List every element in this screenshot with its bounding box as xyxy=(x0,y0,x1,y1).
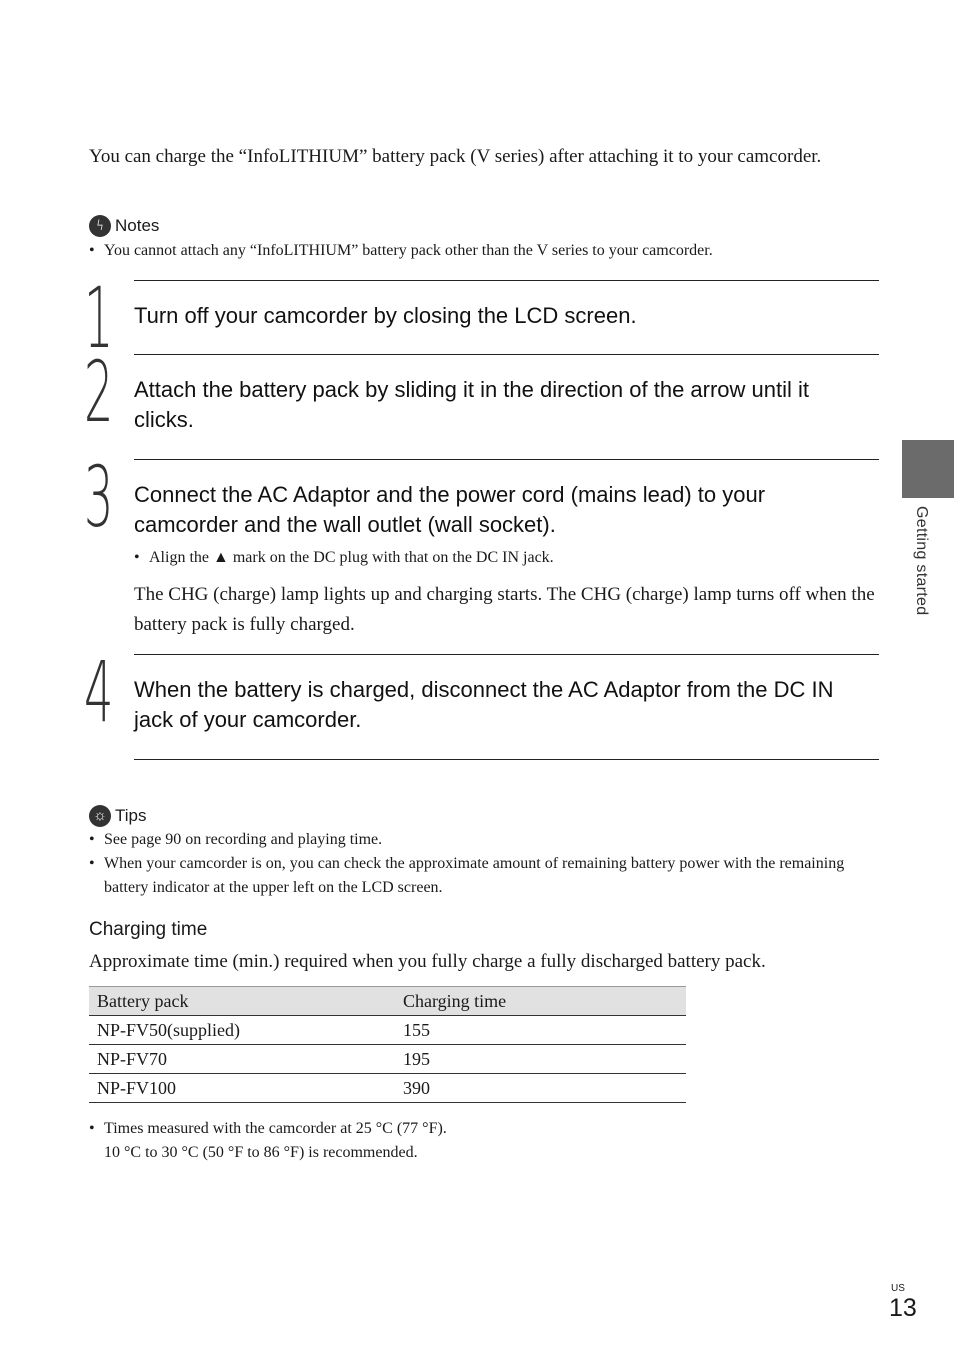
tips-label: Tips xyxy=(115,806,147,825)
step-number: 2 xyxy=(84,343,114,441)
notes-item: • You cannot attach any “InfoLITHIUM” battery pack other than the V series to your camcorder. xyxy=(89,242,713,259)
tips-item: • See page 90 on recording and playing time. xyxy=(89,831,383,848)
section-tab-label: Getting started xyxy=(913,506,930,616)
charging-footnote: • Times measured with the camcorder at 25 °C (77 °F). 10 °C to 30 °C (50 °F to 86 °F) is recommended. xyxy=(89,1120,447,1161)
table-row xyxy=(89,1045,686,1074)
table-header-row xyxy=(89,987,686,1016)
step-divider xyxy=(134,654,879,655)
step-divider xyxy=(134,280,879,281)
charging-heading: Charging time xyxy=(89,919,208,940)
step-4-text: When the battery is charged, disconnect the AC Adaptor from the DC IN jack of your camcorder. xyxy=(134,677,834,732)
step-3-bullet: • Align the ▲ mark on the DC plug with that on the DC IN jack. xyxy=(134,549,554,566)
table-cell: 155 xyxy=(395,1016,686,1045)
lightbulb-icon: ☼ xyxy=(89,805,111,827)
section-tab xyxy=(902,440,954,498)
table-cell: NP-FV100 xyxy=(89,1074,395,1103)
step-divider xyxy=(134,354,879,355)
column-header: Charging time xyxy=(395,987,686,1016)
step-3-body: The CHG (charge) lamp lights up and charging starts. The CHG (charge) lamp turns off when the battery pack is fully charged. xyxy=(134,584,875,635)
step-3-text: Connect the AC Adaptor and the power cord (mains lead) to your camcorder and the wall outlet (wall socket). xyxy=(134,482,766,537)
charging-description: Approximate time (min.) required when you fully charge a fully discharged battery pack. xyxy=(89,951,766,972)
step-1-text: Turn off your camcorder by closing the LCD screen. xyxy=(134,303,637,328)
table-row xyxy=(89,1016,686,1045)
step-number: 1 xyxy=(84,269,114,367)
step-number: 3 xyxy=(84,448,114,546)
step-divider xyxy=(134,459,879,460)
intro-paragraph: You can charge the “InfoLITHIUM” battery pack (V series) after attaching it to your camcorder. xyxy=(89,146,822,167)
page-number: 13 xyxy=(889,1294,917,1322)
triangle-mark-icon: ▲ xyxy=(213,549,229,566)
table-row xyxy=(89,1074,686,1103)
notes-label: Notes xyxy=(115,216,160,235)
page-region: US xyxy=(891,1283,905,1294)
table-cell: 390 xyxy=(395,1074,686,1103)
table-cell: NP-FV50(supplied) xyxy=(89,1016,395,1045)
table-cell: NP-FV70 xyxy=(89,1045,395,1074)
charging-time-table xyxy=(89,986,686,1103)
table-cell: 195 xyxy=(395,1045,686,1074)
step-divider xyxy=(134,759,879,760)
column-header: Battery pack xyxy=(89,987,395,1016)
tips-item: • When your camcorder is on, you can check the approximate amount of remaining battery power with the remaining battery indicator at the upper left on the LCD screen. xyxy=(89,855,845,896)
lightning-icon: ϟ xyxy=(89,215,111,237)
step-number: 4 xyxy=(84,643,114,741)
step-2-text: Attach the battery pack by sliding it in the direction of the arrow until it clicks. xyxy=(134,377,810,432)
